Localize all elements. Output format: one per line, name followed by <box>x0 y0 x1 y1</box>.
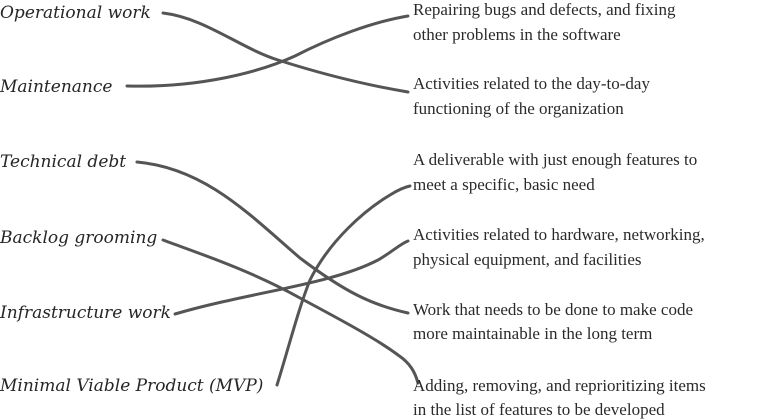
definition-line: more maintainable in the long term <box>413 324 653 343</box>
definition-line: Repairing bugs and defects, and fixing <box>413 0 676 19</box>
terms-column <box>0 3 263 396</box>
connector-maintenance <box>127 16 408 86</box>
term-mvp: Minimal Viable Product (MVP) <box>0 376 264 396</box>
definition-line: meet a specific, basic need <box>413 175 595 194</box>
connector-lines <box>127 13 418 385</box>
term-operational-work: Operational work <box>0 3 151 23</box>
definition-line: other problems in the software <box>413 25 621 44</box>
definition-line: physical equipment, and facilities <box>413 250 642 269</box>
definition-line: A deliverable with just enough features to <box>413 150 698 169</box>
term-technical-debt: Technical debt <box>0 152 127 172</box>
term-infrastructure-work: Infrastructure work <box>0 303 171 323</box>
definition-line: Work that needs to be done to make code <box>413 300 693 319</box>
definition-line: Activities related to hardware, networking, <box>413 225 705 244</box>
definitions-column <box>413 0 706 419</box>
term-maintenance: Maintenance <box>0 77 113 97</box>
definition-line: Adding, removing, and reprioritizing items <box>413 376 706 395</box>
term-backlog-grooming: Backlog grooming <box>0 228 158 248</box>
definition-line: functioning of the organization <box>413 99 624 118</box>
connector-backlog-grooming <box>163 240 418 383</box>
definition-line: in the list of features to be developed <box>413 400 665 419</box>
definition-line: Activities related to the day-to-day <box>413 74 650 93</box>
